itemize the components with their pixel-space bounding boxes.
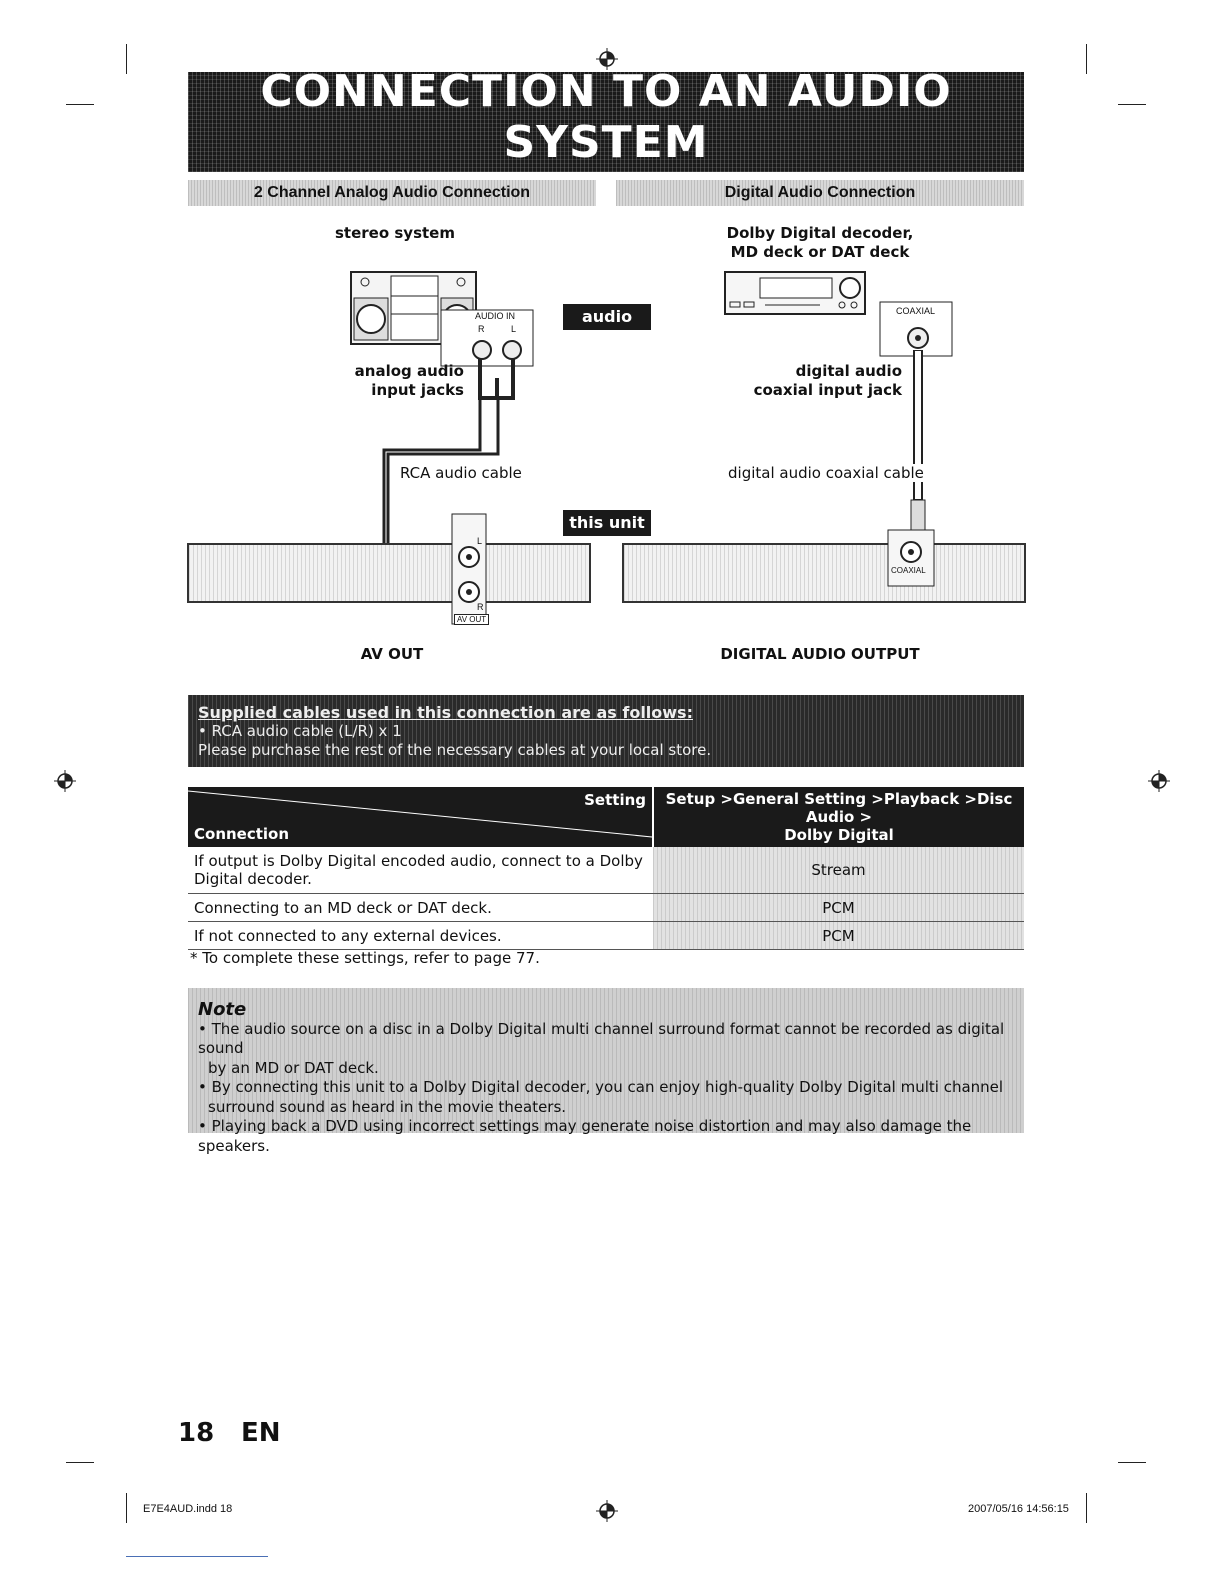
coaxial-panel-label: COAXIAL	[896, 306, 936, 316]
coaxial-output-jack	[886, 528, 938, 590]
table-cell-connection: If not connected to any external devices.	[188, 922, 653, 950]
unit-coaxial-label: COAXIAL	[891, 566, 926, 575]
digital-audio-output-label: DIGITAL AUDIO OUTPUT	[720, 645, 920, 663]
header-path-line2: Dolby Digital	[784, 826, 894, 844]
table-row	[188, 847, 1024, 894]
crop-mark	[1086, 1493, 1087, 1523]
digital-device-label-2: MD deck or DAT deck	[730, 243, 910, 261]
this-unit-analog-panel	[187, 543, 591, 603]
registration-mark-icon	[1148, 770, 1170, 792]
crop-mark	[1118, 104, 1146, 105]
settings-table	[188, 787, 1024, 950]
note-item: • By connecting this unit to a Dolby Digital decoder, you can enjoy high-quality Dolby Digital multi channel	[198, 1078, 1004, 1096]
page-number: 18	[178, 1418, 215, 1448]
digital-section-heading: Digital Audio Connection	[616, 180, 1024, 206]
table-row	[188, 922, 1024, 950]
crop-mark	[1086, 44, 1087, 74]
table-cell-connection: Connecting to an MD deck or DAT deck.	[188, 894, 653, 922]
table-cell-connection: If output is Dolby Digital encoded audio, connect to a Dolby Digital decoder.	[188, 847, 653, 894]
crop-mark	[126, 44, 127, 74]
table-cell-value: Stream	[653, 847, 1024, 894]
digital-device-label-1: Dolby Digital decoder,	[726, 224, 914, 242]
footer-rule	[126, 1556, 268, 1557]
this-unit-tag: this unit	[563, 510, 651, 536]
note-item: • The audio source on a disc in a Dolby Digital multi channel surround format cannot be recorded as digital sound	[198, 1019, 1005, 1057]
registration-mark-icon	[54, 770, 76, 792]
supplied-item: • RCA audio cable (L/R) x 1	[198, 722, 402, 740]
note-box	[188, 988, 1024, 1155]
footer-timestamp: 2007/05/16 14:56:15	[968, 1503, 1069, 1515]
audio-tag: audio	[563, 304, 651, 330]
coaxial-cable-label: digital audio coaxial cable	[728, 464, 924, 482]
title-banner	[188, 66, 1024, 172]
coaxial-cable	[908, 350, 928, 540]
table-cell-value: PCM	[653, 922, 1024, 950]
table-corner-header	[188, 787, 653, 847]
supplied-heading: Supplied cables used in this connection are as follows:	[198, 703, 693, 722]
analog-section-heading: 2 Channel Analog Audio Connection	[188, 180, 596, 206]
analog-jack-label-1: analog audio	[354, 362, 464, 380]
header-setting: Setting	[584, 791, 646, 809]
note-heading: Note	[198, 999, 247, 1020]
crop-mark	[126, 1493, 127, 1523]
rca-cable-label: RCA audio cable	[400, 464, 522, 482]
header-connection: Connection	[194, 825, 290, 843]
crop-mark	[66, 104, 94, 105]
page-language: EN	[241, 1418, 281, 1448]
supplied-note: Please purchase the rest of the necessary cables at your local store.	[198, 741, 712, 759]
table-path-header	[653, 787, 1024, 847]
header-path-line1: Setup >General Setting >Playback >Disc Audio >	[665, 790, 1013, 826]
crop-mark	[1118, 1462, 1146, 1463]
footer-file-name: E7E4AUD.indd 18	[143, 1503, 233, 1515]
digital-jack-label-1: digital audio	[795, 362, 902, 380]
supplied-cables-box	[188, 695, 1024, 767]
audio-in-l-label: L	[511, 324, 517, 334]
note-item: by an MD or DAT deck.	[208, 1058, 379, 1077]
this-unit-digital-panel	[622, 543, 1026, 603]
unit-jack-l-label: L	[477, 536, 483, 546]
av-out-jacks	[450, 512, 490, 628]
note-item: • Playing back a DVD using incorrect settings may generate noise distortion and may also damage the speakers.	[198, 1117, 972, 1155]
analog-jack-label-2: input jacks	[371, 381, 464, 399]
table-row	[188, 894, 1024, 922]
av-out-label: AV OUT	[360, 645, 424, 663]
table-cell-value: PCM	[653, 894, 1024, 922]
audio-in-r-label: R	[478, 324, 485, 334]
note-item: surround sound as heard in the movie theaters.	[208, 1097, 567, 1116]
stereo-system-label: stereo system	[335, 224, 455, 242]
page-title: CONNECTION TO AN AUDIO SYSTEM	[260, 66, 952, 168]
audio-in-panel-label: AUDIO IN	[475, 311, 516, 321]
digital-jack-label-2: coaxial input jack	[753, 381, 902, 399]
crop-mark	[66, 1462, 94, 1463]
unit-av-out-panel-label: AV OUT	[454, 614, 489, 625]
unit-jack-r-label: R	[477, 602, 484, 612]
table-footnote: * To complete these settings, refer to page 77.	[190, 949, 540, 967]
registration-mark-icon	[596, 1500, 618, 1522]
